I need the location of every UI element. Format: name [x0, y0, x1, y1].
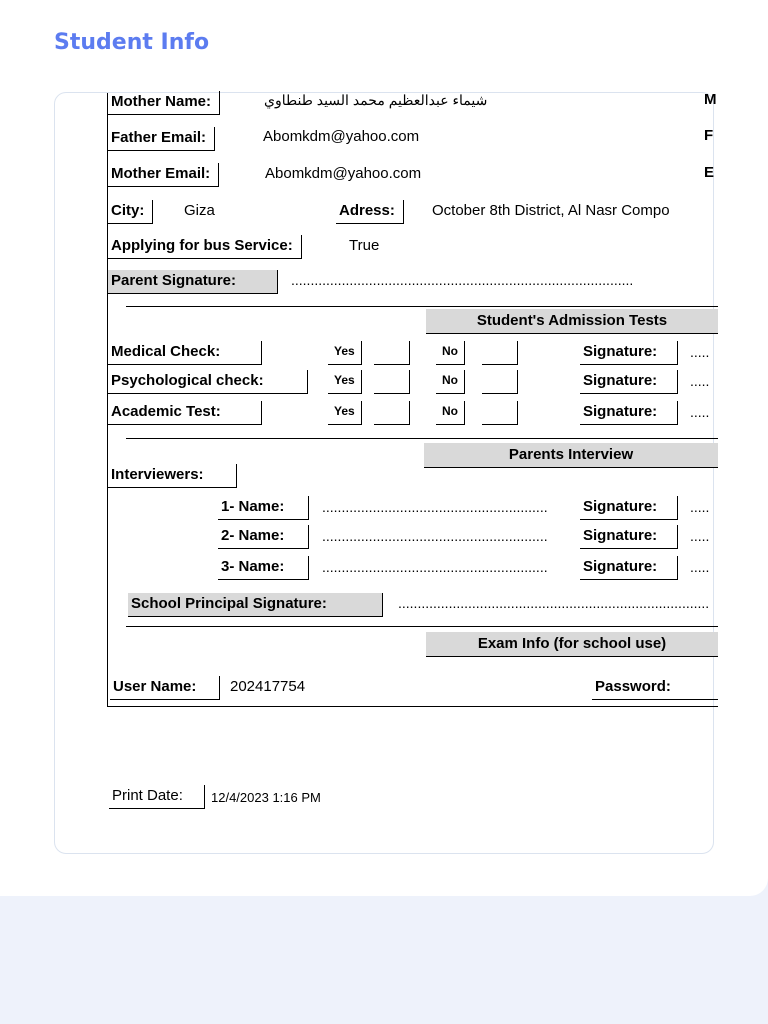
- city-value: Giza: [184, 202, 215, 219]
- interviewers-label: Interviewers:: [108, 464, 237, 488]
- parent-signature-label: Parent Signature:: [108, 270, 278, 294]
- interviewer-1-label: 1- Name:: [218, 496, 309, 520]
- signature-line: .....: [690, 404, 710, 420]
- signature-label: Signature:: [580, 341, 678, 365]
- signature-label: Signature:: [580, 556, 678, 580]
- signature-line: .....: [690, 373, 710, 389]
- yes-label: Yes: [328, 370, 362, 394]
- parents-interview-heading: Parents Interview: [424, 443, 718, 468]
- interviewer-1-name-line: ..........................................................: [322, 499, 548, 515]
- no-label: No: [436, 341, 465, 365]
- medical-yes-checkbox[interactable]: [374, 341, 410, 365]
- exam-info-heading: Exam Info (for school use): [426, 632, 718, 657]
- yes-label: Yes: [328, 401, 362, 425]
- mother-email-value: Abomkdm@yahoo.com: [265, 165, 422, 182]
- edge-label-e: E: [704, 164, 715, 181]
- city-label: City:: [108, 200, 153, 224]
- psychological-no-checkbox[interactable]: [482, 370, 518, 394]
- edge-label-f: F: [704, 127, 714, 144]
- interviewer-2-name-line: ..........................................................: [322, 528, 548, 544]
- psychological-yes-checkbox[interactable]: [374, 370, 410, 394]
- academic-test-label: Academic Test:: [108, 401, 262, 425]
- parent-signature-line: ........................................................................................: [291, 272, 634, 288]
- no-label: No: [436, 401, 465, 425]
- bus-service-value: True: [349, 237, 380, 254]
- divider: [126, 438, 718, 439]
- admission-form: [107, 93, 718, 707]
- academic-yes-checkbox[interactable]: [374, 401, 410, 425]
- address-label: Adress:: [336, 200, 404, 224]
- signature-line: .....: [690, 344, 710, 360]
- address-value: October 8th District, Al Nasr Compo: [432, 202, 670, 219]
- academic-no-checkbox[interactable]: [482, 401, 518, 425]
- no-label: No: [436, 370, 465, 394]
- interviewer-3-name-line: ..........................................................: [322, 559, 548, 575]
- father-email-label: Father Email:: [108, 127, 215, 151]
- divider: [126, 626, 718, 627]
- edge-label-m: M: [704, 91, 717, 108]
- username-value: 202417754: [230, 678, 306, 695]
- father-email-value: Abomkdm@yahoo.com: [263, 128, 420, 145]
- admission-tests-heading: Student's Admission Tests: [426, 309, 718, 334]
- mother-name-value: شيماء عبدالعظيم محمد السيد طنطاوي: [264, 92, 488, 108]
- signature-label: Signature:: [580, 401, 678, 425]
- yes-label: Yes: [328, 341, 362, 365]
- bus-service-label: Applying for bus Service:: [108, 235, 302, 259]
- principal-signature-line: ................................................................................: [398, 595, 710, 611]
- medical-no-checkbox[interactable]: [482, 341, 518, 365]
- mother-email-label: Mother Email:: [108, 163, 219, 187]
- medical-check-label: Medical Check:: [108, 341, 262, 365]
- signature-label: Signature:: [580, 496, 678, 520]
- psychological-check-label: Psychological check:: [108, 370, 308, 394]
- interviewer-3-label: 3- Name:: [218, 556, 309, 580]
- principal-signature-label: School Principal Signature:: [128, 593, 383, 617]
- print-date-value: 12/4/2023 1:16 PM: [211, 790, 321, 805]
- signature-line: .....: [690, 528, 710, 544]
- signature-line: .....: [690, 499, 710, 515]
- signature-label: Signature:: [580, 370, 678, 394]
- print-date-label: Print Date:: [109, 785, 205, 809]
- interviewer-2-label: 2- Name:: [218, 525, 309, 549]
- page-title: Student Info: [54, 30, 210, 55]
- username-label: User Name:: [110, 676, 220, 700]
- mother-name-label: Mother Name:: [108, 91, 220, 115]
- signature-label: Signature:: [580, 525, 678, 549]
- divider: [126, 306, 718, 307]
- signature-line: .....: [690, 559, 710, 575]
- document-viewer[interactable]: [54, 91, 717, 854]
- password-label: Password:: [592, 676, 718, 700]
